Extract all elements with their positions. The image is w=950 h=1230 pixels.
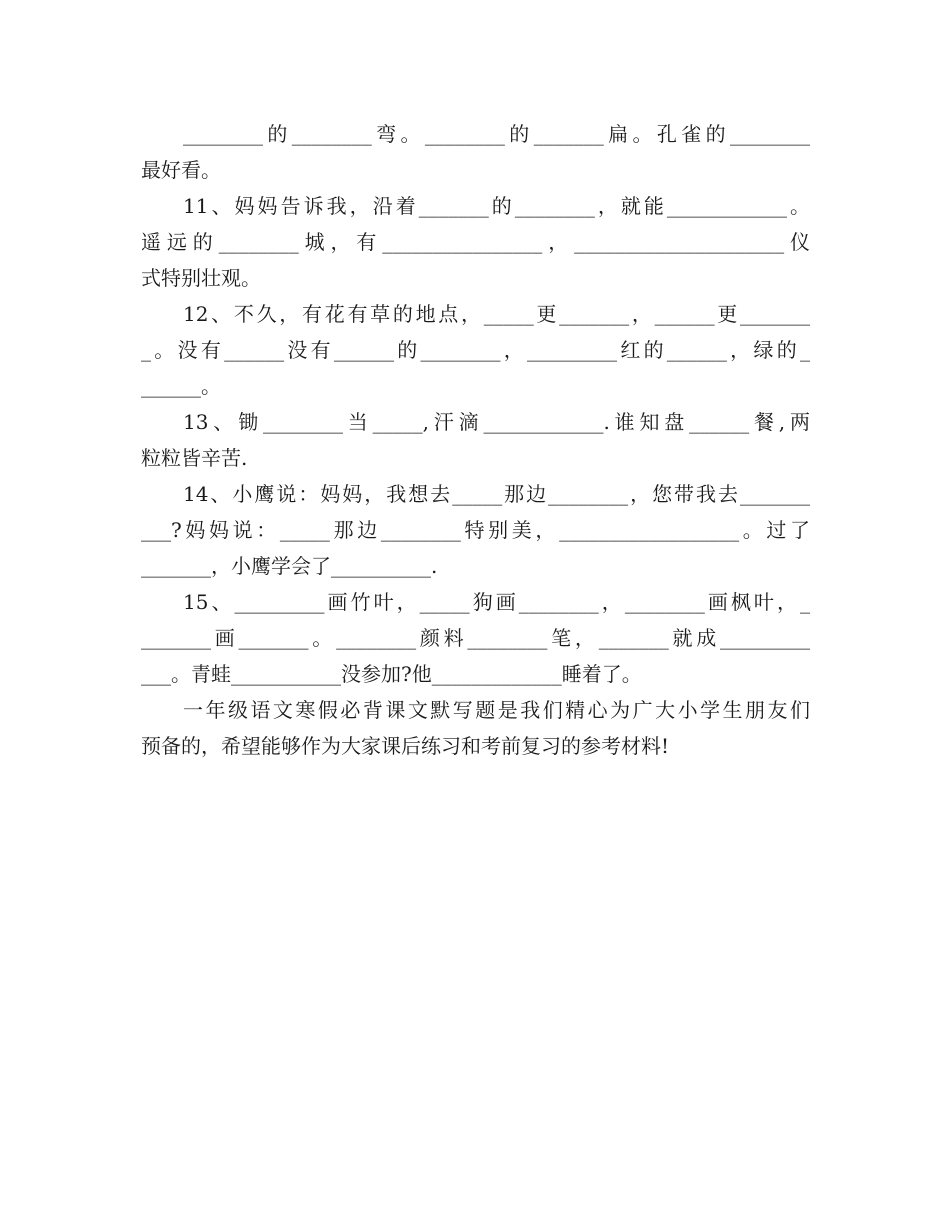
item-14-line-3: _______，小鹰学会了__________. xyxy=(141,554,438,578)
closing-line-1: 一年级语文寒假必背课文默写题是我们精心为广大小学生朋友们 xyxy=(183,698,810,722)
item-15-line-1: 15、_________画竹叶，_____狗画________，________画枫叶，_ xyxy=(183,590,810,614)
item-11-line-1: 11、妈妈告诉我，沿着_______的________，就能____________。 xyxy=(183,194,810,218)
item-13-line-1: 13、锄________当_____,汗滴____________.谁知盘______餐,两 xyxy=(183,410,810,434)
text-line-1: ________的________弯。________的_______扁。孔雀的________ xyxy=(183,122,810,146)
item-11-line-3: 式特别壮观。 xyxy=(141,266,261,290)
closing-line-2: 预备的，希望能够作为大家课后练习和考前复习的参考材料! xyxy=(141,734,670,758)
item-14-line-2: ___?妈妈说：_____那边________特别美，__________________。过了 xyxy=(141,518,810,542)
item-14-line-1: 14、小鹰说：妈妈，我想去_____那边________，您带我去_______ xyxy=(183,482,810,506)
item-13-line-2: 粒粒皆辛苦. xyxy=(141,446,248,470)
text-line-2: 最好看。 xyxy=(141,158,221,182)
document-page xyxy=(141,116,810,764)
item-12-line-1: 12、不久，有花有草的地点，_____更_______，______更_______ xyxy=(183,302,810,326)
item-11-line-2: 遥远的________城，有________________，_____________________仪 xyxy=(141,230,810,254)
item-12-line-2: _。没有______没有______的________，_________红的______，绿的_ xyxy=(141,338,810,362)
item-15-line-3: ___。青蛙___________没参加?他_____________睡着了。 xyxy=(141,662,642,686)
item-12-line-3: ______。 xyxy=(141,374,221,398)
item-15-line-2: _______画_______。________颜料________笔，_______就成_________ xyxy=(141,626,810,650)
